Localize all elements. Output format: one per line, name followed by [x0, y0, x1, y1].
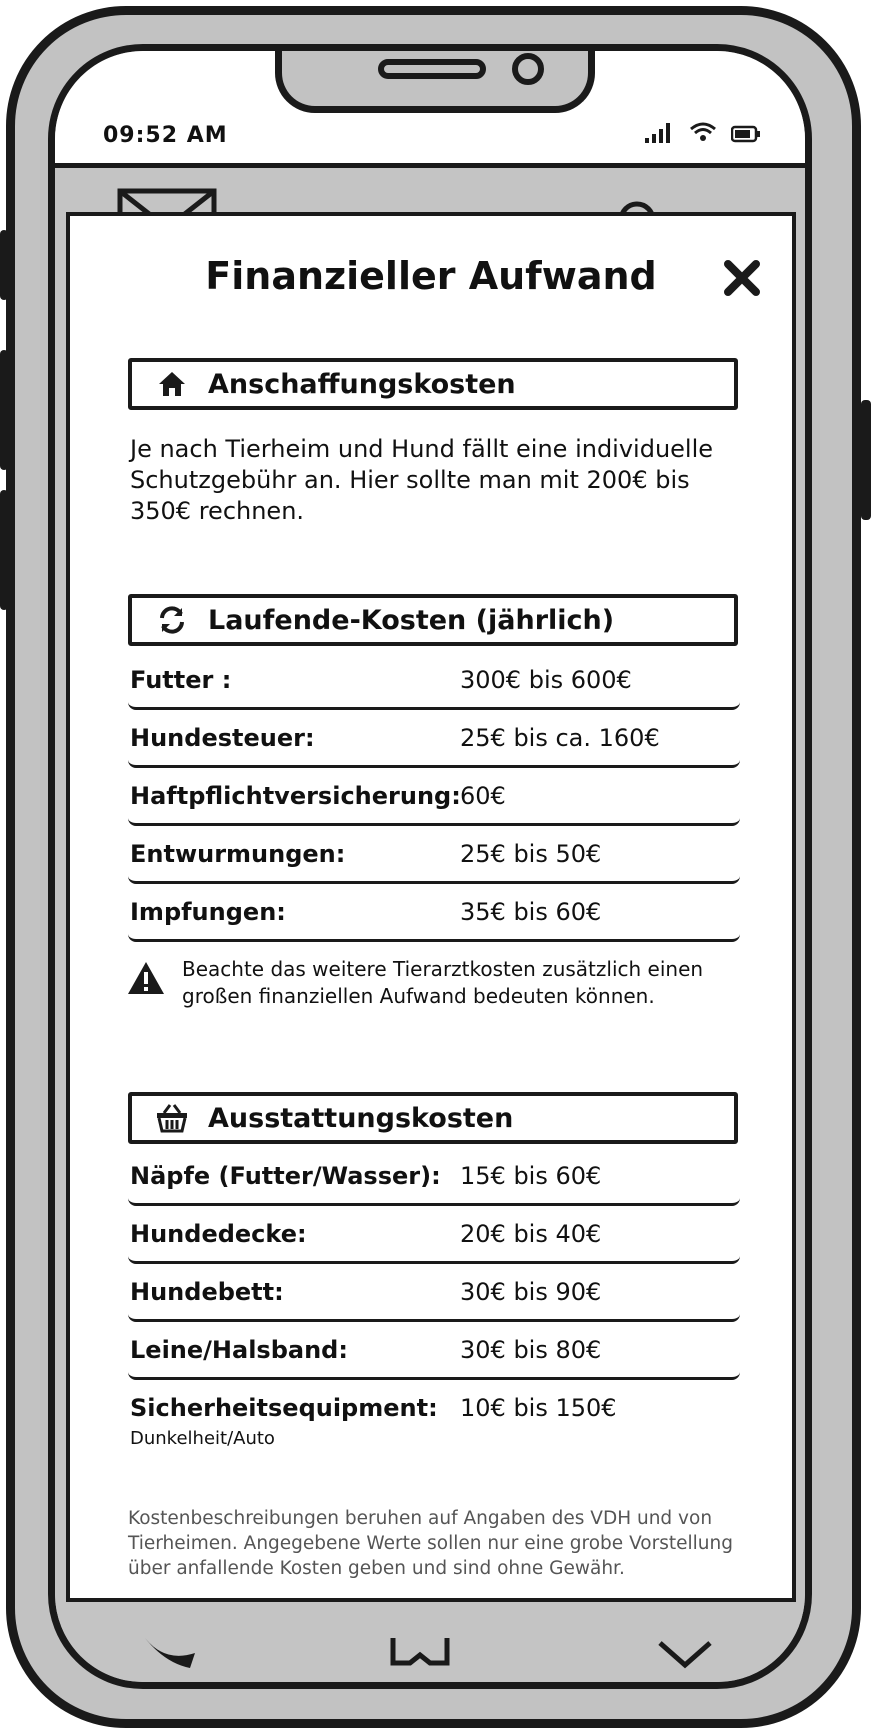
side-button-left-2 — [0, 350, 8, 470]
modal-title: Finanzieller Aufwand — [205, 254, 657, 298]
signal-icon — [645, 121, 675, 143]
cost-value: 10€ bis 150€ — [460, 1394, 617, 1422]
cost-label: Hundebett: — [130, 1278, 284, 1306]
cost-row-futter — [128, 652, 740, 710]
chat-icon — [135, 1633, 205, 1673]
dog-icon — [385, 1633, 455, 1673]
basket-icon — [156, 1102, 188, 1134]
side-button-left-3 — [0, 490, 8, 610]
cost-label: Entwurmungen: — [130, 840, 346, 868]
status-time: 09:52 AM — [103, 123, 228, 148]
cost-modal — [66, 212, 796, 1602]
cost-row-haftpflicht — [128, 768, 740, 826]
cost-row-sicherheit — [128, 1380, 740, 1460]
side-button-left-1 — [0, 230, 8, 300]
status-icons — [645, 121, 761, 143]
wifi-icon — [689, 121, 717, 143]
cost-label: Hundesteuer: — [130, 724, 315, 752]
cost-label: Impfungen: — [130, 898, 286, 926]
cost-value: 60€ — [460, 782, 506, 810]
cost-label: Sicherheitsequipment: — [130, 1394, 438, 1422]
refresh-icon — [156, 604, 188, 636]
cost-label: Leine/Halsband: — [130, 1336, 348, 1364]
section-title-laufend: Laufende-Kosten (jährlich) — [208, 604, 615, 636]
cost-value: 300€ bis 600€ — [460, 666, 632, 694]
cost-value: 35€ bis 60€ — [460, 898, 602, 926]
cost-row-entwurmungen — [128, 826, 740, 884]
cost-value: 20€ bis 40€ — [460, 1220, 602, 1248]
section-title-ausstattung: Ausstattungskosten — [208, 1102, 514, 1134]
cost-value: 25€ bis 50€ — [460, 840, 602, 868]
cost-value: 15€ bis 60€ — [460, 1162, 602, 1190]
cost-row-naepfe — [128, 1148, 740, 1206]
cost-value: 30€ bis 90€ — [460, 1278, 602, 1306]
warning-note — [126, 956, 746, 1010]
section-title-anschaffung: Anschaffungskosten — [208, 368, 516, 400]
camera — [512, 53, 544, 85]
status-bar — [55, 51, 805, 168]
cost-row-impfungen — [128, 884, 740, 942]
cost-row-leine — [128, 1322, 740, 1380]
warning-text: Beachte das weitere Tierarztkosten zusätzlich einen großen finanziellen Aufwand bedeuten können. — [182, 957, 704, 1008]
anschaffung-text: Je nach Tierheim und Hund fällt eine individuelle Schutzgebühr an. Hier sollte man mit 200€ bis 350€ rechnen. — [130, 435, 714, 525]
section-header-laufend — [128, 594, 738, 646]
cost-sublabel: Dunkelheit/Auto — [130, 1428, 275, 1449]
section-header-anschaffung — [128, 358, 738, 410]
cost-label: Futter : — [130, 666, 232, 694]
cost-row-hundedecke — [128, 1206, 740, 1264]
notch — [275, 44, 595, 113]
section-header-ausstattung — [128, 1092, 738, 1144]
footnote: Kostenbeschreibungen beruhen auf Angaben des VDH und von Tierheimen. Angegebene Werte sollen nur eine grobe Vorstellung über anfallende Kosten geben und sind ohne Gewähr. — [128, 1508, 733, 1579]
home-icon — [156, 368, 188, 400]
cost-value: 25€ bis ca. 160€ — [460, 724, 660, 752]
cost-row-hundebett — [128, 1264, 740, 1322]
speaker — [378, 59, 486, 79]
warning-icon — [126, 960, 166, 996]
close-icon[interactable] — [722, 258, 762, 298]
heart-icon — [655, 1633, 715, 1673]
cost-label: Näpfe (Futter/Wasser): — [130, 1162, 441, 1190]
cost-value: 30€ bis 80€ — [460, 1336, 602, 1364]
cost-label: Hundedecke: — [130, 1220, 307, 1248]
battery-icon — [731, 125, 761, 143]
cost-label: Haftpflichtversicherung: — [130, 782, 461, 810]
cost-row-hundesteuer — [128, 710, 740, 768]
side-button-right — [861, 400, 871, 520]
